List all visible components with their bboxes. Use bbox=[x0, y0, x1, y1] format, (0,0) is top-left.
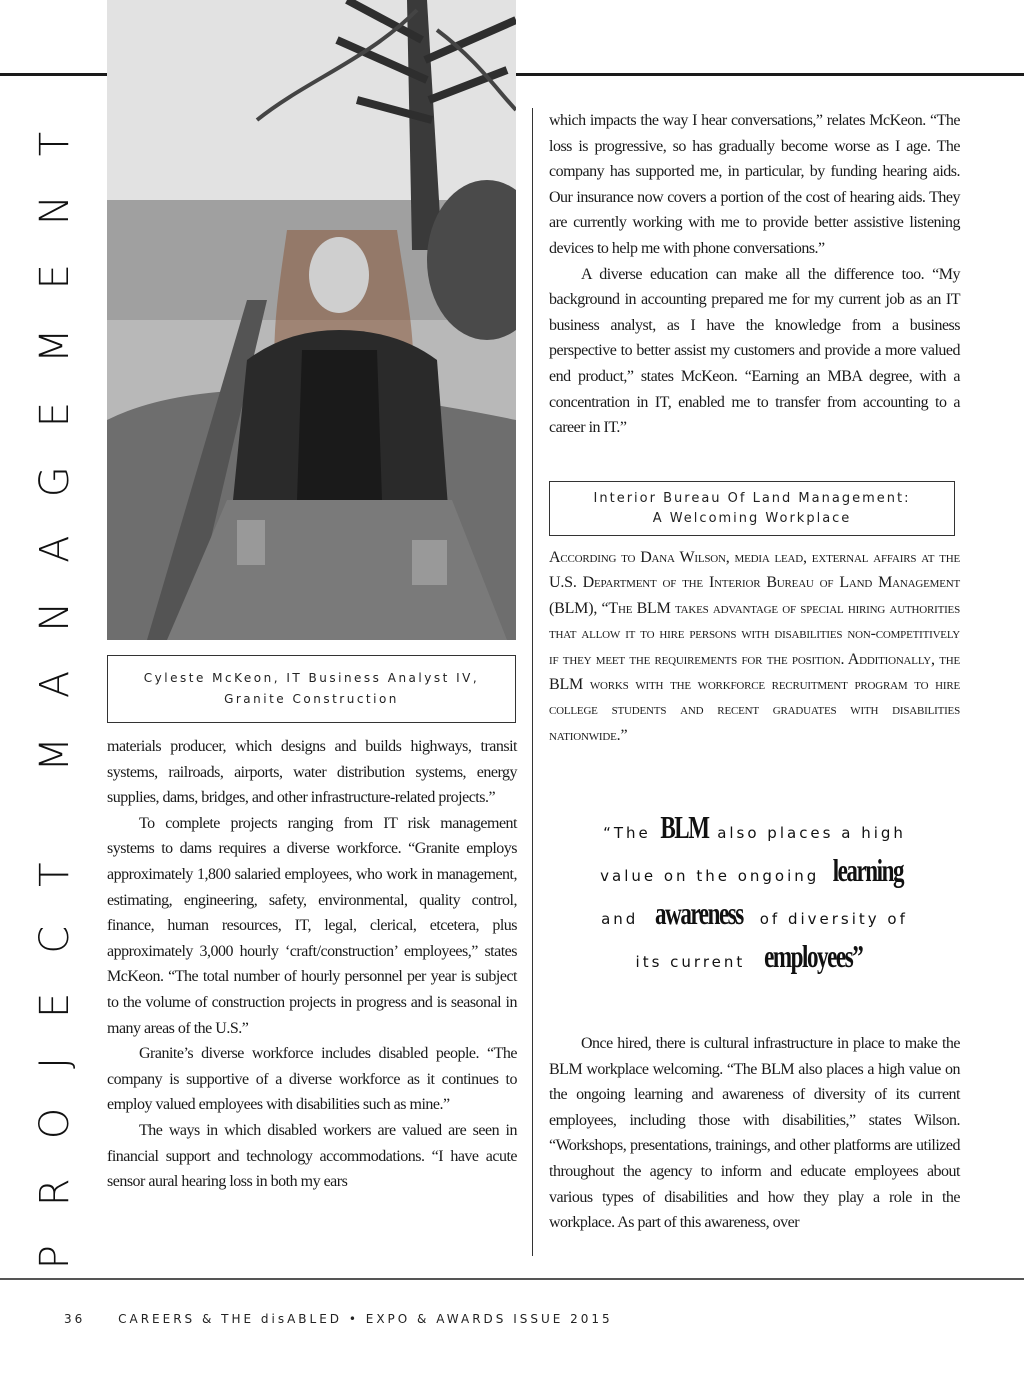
top-rule-left bbox=[0, 73, 107, 76]
publication-name: CAREERS & THE disABLED • EXPO & AWARDS ISSUE 2015 bbox=[118, 1312, 613, 1326]
left-paragraph-2: To complete projects ranging from IT risk management systems to dams requires a diverse workforce. “Granite employs approximately 1,800 salaried employees, who work in management, estimating, engineering, safety, environmental, quality control, finance, human resources, IT, legal, clerical, etcetera, plus approximately 3,000 hourly ‘craft/construction’ employees,” states McKeon. “The total number of hourly personnel per year is subject to the volume of construction projects in progress and is seasonal in many areas of the U.S.” bbox=[107, 814, 517, 1037]
left-paragraph-1: materials producer, which designs and builds highways, transit systems, railroads, airports, water distribution systems, energy supplies, dams, bridges, and other infrastructure-related projects.” bbox=[107, 738, 517, 807]
pull-quote-word-employees: employees” bbox=[764, 938, 863, 974]
column-divider bbox=[532, 108, 533, 1256]
portrait-illustration bbox=[107, 0, 516, 640]
pull-quote bbox=[549, 806, 960, 986]
page-number: 36 bbox=[64, 1312, 86, 1326]
pull-quote-line-3 bbox=[549, 892, 960, 935]
right-paragraph-2: A diverse education can make all the difference too. “My background in accounting prepared me for my current job as an IT business analyst, as I have the knowledge from a business perspective to better assist my customers and provide a more valued end product,” states McKeon. “Earning an MBA degree, with a concentration in IT, enabled me to transfer from accounting to a career in IT.” bbox=[549, 265, 960, 437]
pull-quote-word-blm: BLM bbox=[659, 809, 709, 845]
footer-rule bbox=[0, 1278, 1024, 1280]
caption-line-2: Granite Construction bbox=[224, 692, 399, 706]
pull-quote-text-5: its current bbox=[635, 953, 746, 971]
pull-quote-line-2 bbox=[549, 849, 960, 892]
portrait-photo bbox=[107, 0, 516, 640]
vertical-section-title bbox=[32, 92, 79, 1269]
section-title-text: PROJECT MANAGEMENT bbox=[32, 92, 79, 1269]
caption-line-1: Cyleste McKeon, IT Business Analyst IV, bbox=[143, 671, 480, 685]
pull-quote-text-2: value on the ongoing bbox=[600, 867, 820, 885]
section-heading-line-2: A Welcoming Workplace bbox=[652, 510, 852, 526]
page-footer bbox=[64, 1312, 613, 1326]
pull-quote-line-4 bbox=[549, 935, 960, 978]
pull-quote-line-1 bbox=[549, 806, 960, 849]
left-paragraph-4: The ways in which disabled workers are valued are seen in financial support and technology accommodations. “I have acute sensor aural hearing loss in both my ears bbox=[107, 1121, 517, 1191]
pull-quote-word-awareness: awareness bbox=[655, 895, 743, 931]
pull-quote-text-1: also places a high bbox=[717, 824, 906, 842]
pull-quote-open: “The bbox=[603, 824, 651, 842]
left-paragraph-3: Granite’s diverse workforce includes disabled people. “The company is supportive of a diverse workforce as it continues to employ valued employees with disabilities such as mine.” bbox=[107, 1045, 517, 1114]
pull-quote-text-3: and bbox=[601, 910, 639, 928]
left-column-text bbox=[107, 734, 517, 1195]
pull-quote-text-4: of diversity of bbox=[759, 910, 908, 928]
right-paragraph-1: which impacts the way I hear conversations,” relates McKeon. “The loss is progressive, so has gradually become worse as I age. The company has supported me, in particular, by funding hearing aids. Our insurance now covers a portion of the cost of hearing aids. They are currently working with me to provide better assistive listening devices to help me with phone conversations.” bbox=[549, 112, 960, 257]
pull-quote-word-learning: learning bbox=[832, 852, 904, 888]
right-paragraph-3: Once hired, there is cultural infrastructure in place to make the BLM workplace welcoming. “The BLM also places a high value on the ongoing learning and awareness of diversity of its current employees, including those with disabilities,” states Wilson. “Workshops, presentations, trainings, and other platforms are utilized throughout the agency to inform and educate employees about various types of disabilities and how they play a role in the workplace. As part of this awareness, over bbox=[549, 1035, 960, 1232]
section-heading-line-1: Interior Bureau Of Land Management: bbox=[593, 490, 911, 506]
photo-caption bbox=[107, 655, 516, 723]
intro-paragraph: According to Dana Wilson, media lead, external affairs at the U.S. Department of the Interior Bureau of Land Management (BLM), “The BLM takes advantage of special hiring authorities that allow it to hire persons with disabilities non-competitively if they meet the requirements for the position. Additionally, the BLM works with the workforce recruitment program to hire college students and recent graduates with disabilities nationwide.” bbox=[549, 549, 960, 744]
right-column-bottom-text bbox=[549, 1031, 960, 1236]
section-heading bbox=[549, 481, 955, 536]
right-column-top-text bbox=[549, 108, 960, 441]
top-rule-right bbox=[516, 73, 1024, 76]
